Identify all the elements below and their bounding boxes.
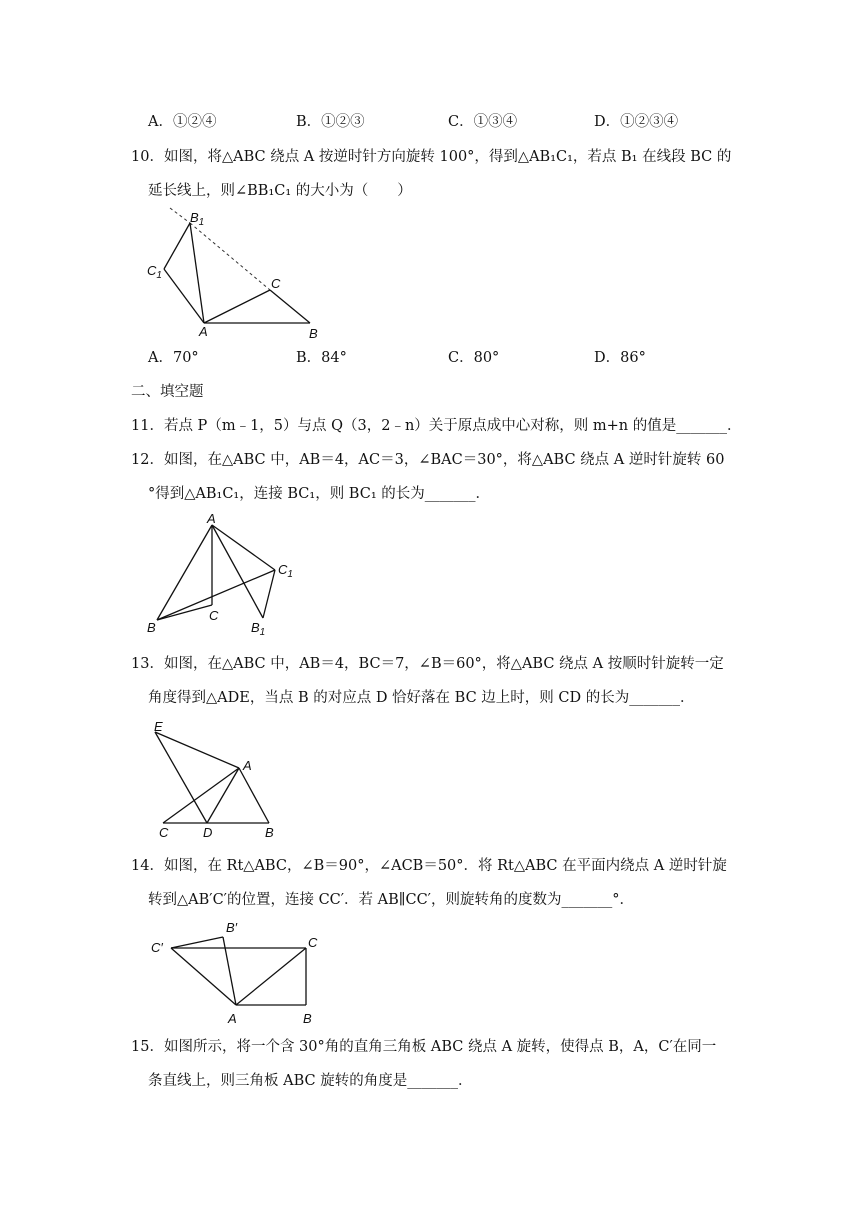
q13-figure [145, 715, 295, 845]
q13-segment-ac [163, 768, 239, 823]
q10-label-c: C [271, 276, 281, 291]
q12-label-c: C [209, 608, 219, 623]
q10-text-line2: 延长线上，则∠BB₁C₁ 的大小为（ ） [148, 183, 412, 199]
q12-label-b1: $B_1$ [251, 620, 266, 638]
q13-text-line2: 角度得到△ADE，当点 B 的对应点 D 恰好落在 BC 边上时，则 CD 的长为_______． [148, 690, 695, 706]
q10-segment-ac [204, 290, 270, 323]
q10-segment-b1c1 [164, 223, 190, 269]
q10-option-d: D．86° [594, 350, 646, 366]
q10-segment-cb [270, 290, 310, 323]
q12-figure [145, 510, 305, 640]
q13-segment-ab [239, 768, 269, 823]
q10-label-b1: $B_1$ [190, 210, 205, 228]
q14-label-bprime: B′ [226, 920, 238, 935]
q15-text-line2: 条直线上，则三角板 ABC 旋转的角度是_______． [148, 1073, 473, 1089]
q9-option-c: C．①③④ [448, 114, 518, 130]
q10-option-b: B．84° [296, 350, 347, 366]
q15-text-line1: 15．如图所示，将一个含 30°角的直角三角板 ABC 绕点 A 旋转，使得点 B，A，C′在同一 [131, 1039, 717, 1055]
q10-label-a: A [199, 324, 208, 339]
q12-label-a: A [207, 511, 216, 526]
q9-option-b: B．①②③ [296, 114, 365, 130]
q10-figure-svg [140, 203, 330, 343]
q12-text-line1: 12．如图，在△ABC 中，AB＝4，AC＝3，∠BAC＝30°，将△ABC 绕点 A 逆时针旋转 60 [131, 452, 725, 468]
q13-text-line1: 13．如图，在△ABC 中，AB＝4，BC＝7，∠B＝60°，将△ABC 绕点 A 按顺时针旋转一定 [131, 656, 724, 672]
q10-label-c1: $C_1$ [147, 263, 162, 281]
q14-figure [145, 915, 345, 1030]
q12-segment-bc [157, 605, 212, 620]
q12-segment-ab1 [212, 525, 263, 618]
q14-text-line2: 转到△AB′C′的位置，连接 CC′．若 AB∥CC′，则旋转角的度数为_______°． [148, 892, 634, 908]
q10-text-line1: 10．如图，将△ABC 绕点 A 按逆时针方向旋转 100°，得到△AB₁C₁，若点 B₁ 在线段 BC 的 [131, 149, 732, 165]
q13-label-d: D [203, 825, 213, 840]
q10-dashed-extension [170, 208, 190, 223]
section-heading-fill-in: 二、填空题 [131, 384, 204, 400]
q12-label-c1: $C_1$ [278, 562, 293, 580]
q12-label-b: B [147, 620, 156, 635]
q12-text-line2: °得到△AB₁C₁，连接 BC₁，则 BC₁ 的长为_______． [148, 486, 490, 502]
q13-figure-svg [145, 715, 295, 845]
q13-label-e: E [154, 719, 163, 734]
q14-figure-svg [145, 915, 345, 1030]
q10-option-a: A．70° [148, 350, 199, 366]
q13-label-c: C [159, 825, 169, 840]
q10-option-c: C．80° [448, 350, 500, 366]
q12-segment-b1c1 [263, 570, 275, 618]
q14-label-a: A [228, 1011, 237, 1026]
q10-options [148, 348, 748, 368]
q9-option-a: A．①②④ [148, 114, 217, 130]
q11-text: 11．若点 P（m﹣1，5）与点 Q（3，2﹣n）关于原点成中心对称，则 m+n 的值是_______． [131, 418, 742, 434]
q13-segment-ad [207, 768, 239, 823]
q14-text-line1: 14．如图，在 Rt△ABC，∠B＝90°，∠ACB＝50°．将 Rt△ABC 在平面内绕点 A 逆时针旋 [131, 858, 727, 874]
q12-segment-ab [157, 525, 212, 620]
q13-segment-ea [155, 732, 239, 768]
q13-label-a: A [243, 758, 252, 773]
q14-label-c: C [308, 935, 318, 950]
q9-options [148, 112, 748, 132]
q12-figure-svg [145, 510, 305, 640]
q9-option-d: D．①②③④ [594, 114, 679, 130]
q14-label-cprime: C′ [151, 940, 163, 955]
q14-segment-ac [236, 948, 306, 1005]
q14-segment-cpbp [171, 937, 223, 948]
q14-label-b: B [303, 1011, 312, 1026]
q12-segment-ac1 [212, 525, 275, 570]
q10-figure [140, 203, 330, 343]
q10-label-b: B [309, 326, 318, 341]
q10-dashed-line-b1c [190, 223, 270, 290]
q13-label-b: B [265, 825, 274, 840]
